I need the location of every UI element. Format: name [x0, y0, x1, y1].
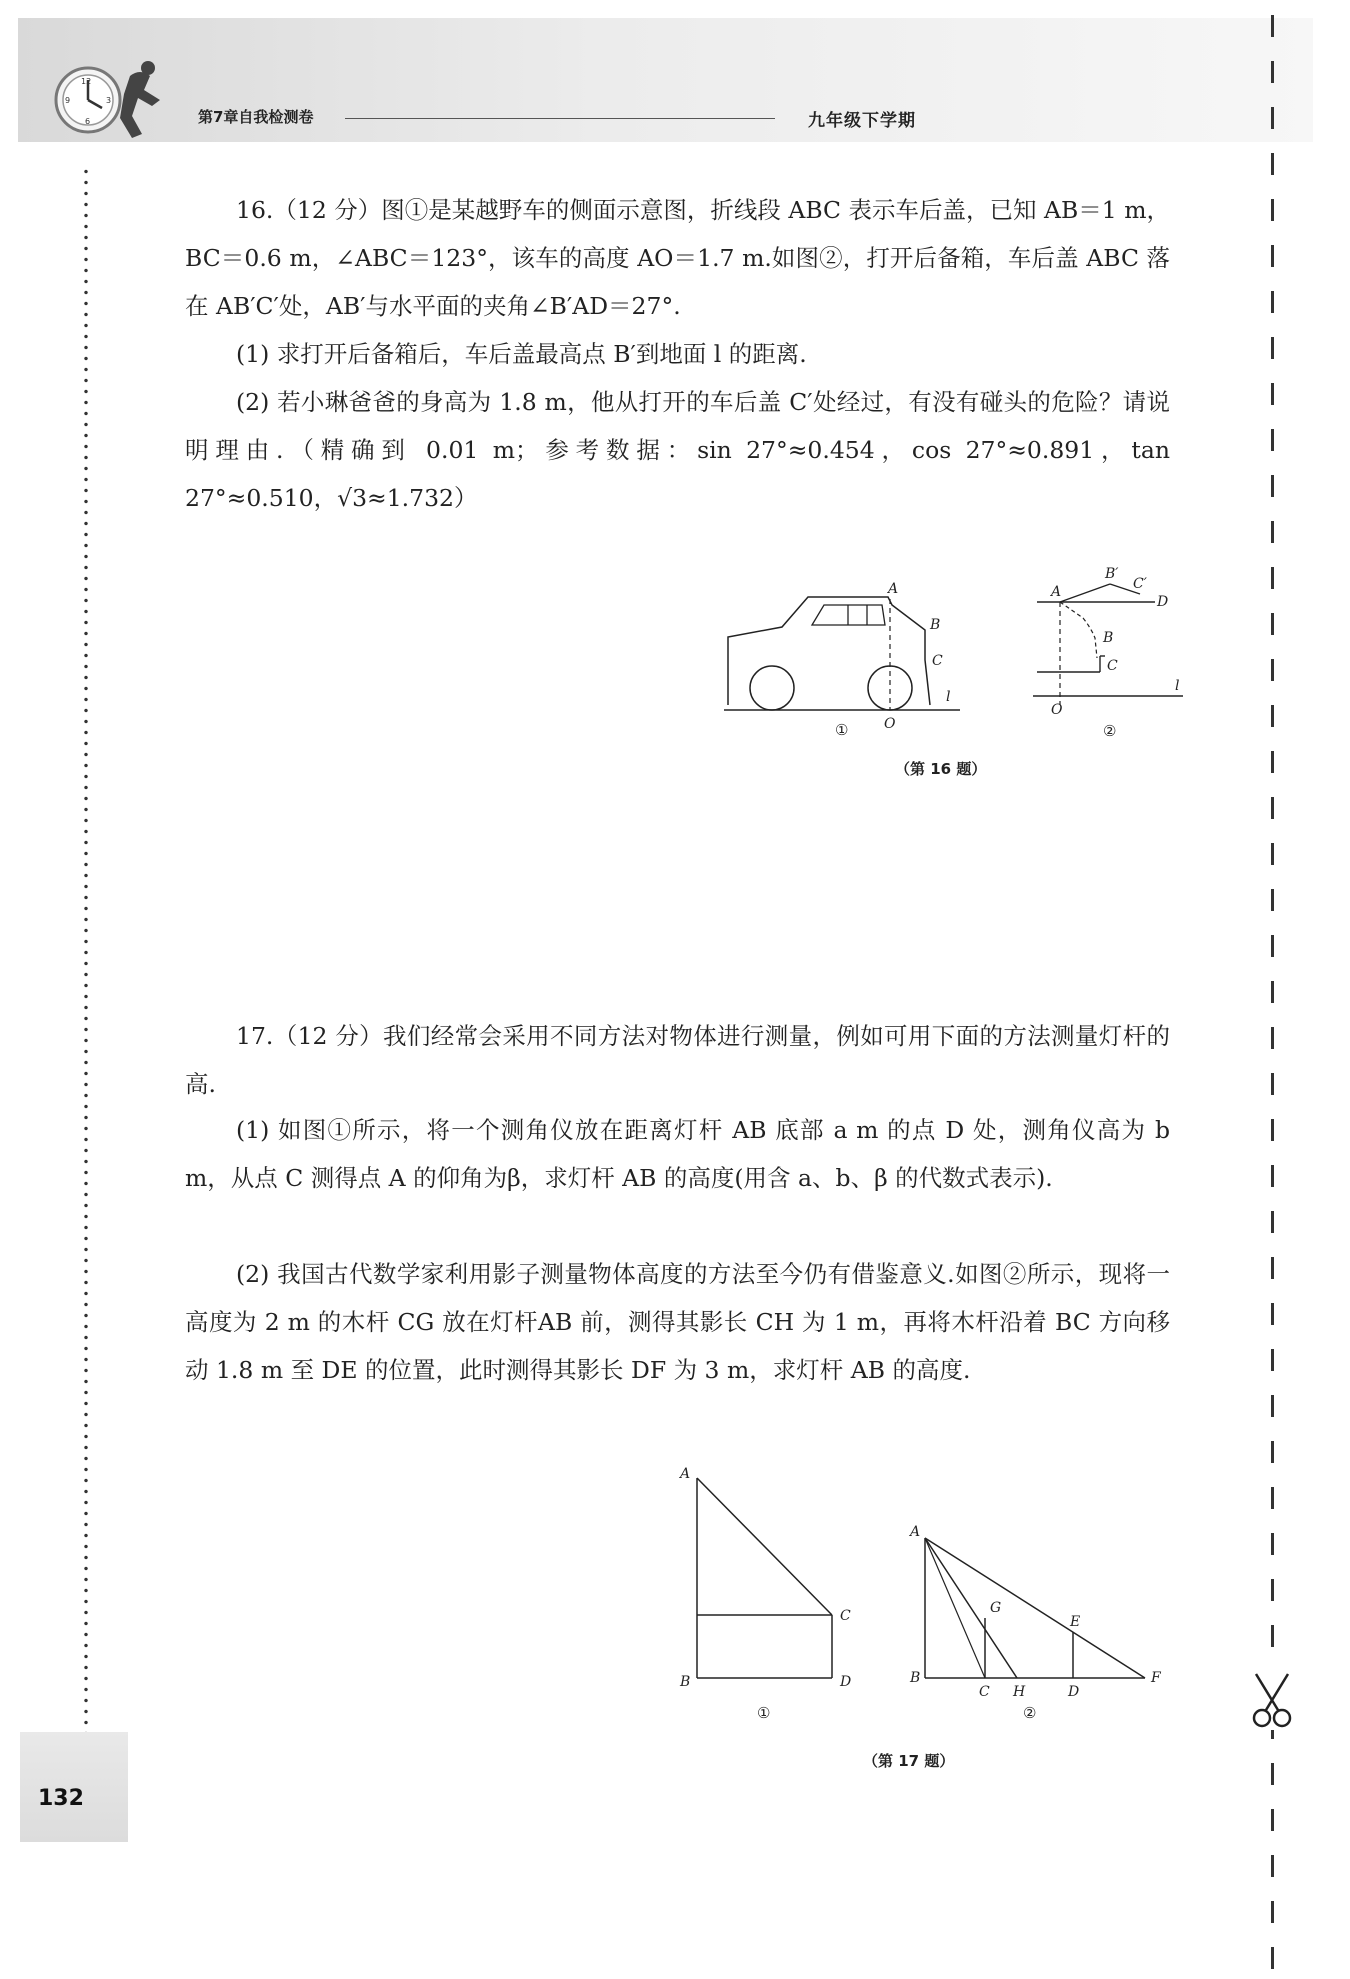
q16-f1-label-B: B [930, 617, 941, 633]
q17-part2: (2) 我国古代数学家利用影子测量物体高度的方法至今仍有借鉴意义.如图②所示，现将一高度为 2 m 的木杆 CG 放在灯杆AB 前，测得其影长 CH 为 1 m，再将木杆沿着 BC 方向移动 1.8 m 至 DE 的位置，此时测得其影长 DF 为 3 m，求灯杆 AB 的高度. [185, 1260, 1170, 1384]
q17-f2-label-F: F [1151, 1670, 1161, 1686]
q17-f1-label-A: A [680, 1466, 691, 1482]
q17-caption: （第 17 题） [863, 1752, 955, 1770]
q17-f2-number: ② [1023, 1704, 1037, 1722]
q16-figure-2 [1025, 560, 1195, 745]
q16-f2-label-l: l [1175, 678, 1180, 694]
clock-number: 9 [65, 96, 71, 105]
q16-f1-number: ① [835, 721, 849, 739]
q17-f1-label-B: B [680, 1674, 691, 1690]
q16-intro: 16.（12 分）图①是某越野车的侧面示意图，折线段 ABC 表示车后盖，已知 AB＝1 m，BC＝0.6 m，∠ABC＝123°，该车的高度 AO＝1.7 m.如图②，打开后备箱，车后盖 ABC 落在 AB′C′处，AB′与水平面的夹角∠B′AD＝27°. [185, 196, 1170, 320]
page-number: 132 [38, 1786, 84, 1811]
q17-f2-label-G: G [990, 1600, 1002, 1616]
q17-f2-label-C: C [979, 1684, 990, 1700]
q17-f2-label-E: E [1070, 1614, 1081, 1630]
q16-figure-1 [720, 575, 980, 745]
q17-f2-label-B: B [910, 1670, 921, 1686]
q17-f1-label-C: C [840, 1608, 851, 1624]
q17-part1: (1) 如图①所示，将一个测角仪放在距离灯杆 AB 底部 a m 的点 D 处，测角仪高为 b m，从点 C 测得点 A 的仰角为β，求灯杆 AB 的高度(用含 a、b、β 的代数式表示). [185, 1116, 1170, 1192]
clock-number: 6 [85, 117, 91, 126]
grade-label: 九年级下学期 [808, 111, 916, 131]
q16-caption: （第 16 题） [895, 760, 987, 778]
q17-intro: 17.（12 分）我们经常会采用不同方法对物体进行测量，例如可用下面的方法测量灯杆的高. [185, 1022, 1170, 1098]
q16-f2-label-O: O [1051, 702, 1063, 718]
q17-f2-label-A: A [910, 1524, 921, 1540]
q16-f1-label-l: l [946, 689, 951, 705]
binding-dots [84, 166, 88, 1736]
q16-part2: (2) 若小琳爸爸的身高为 1.8 m，他从打开的车后盖 C′处经过，有没有碰头的危险？请说明理由.（精确到 0.01 m；参考数据：sin 27°≈0.454，cos 27°≈0.891，tan 27°≈0.510，√3≈1.732） [185, 388, 1170, 512]
scissors-icon [1248, 1670, 1296, 1730]
clock-number: 12 [81, 77, 92, 86]
q17-f2-label-D: D [1068, 1684, 1080, 1700]
q16-f2-label-C1: C′ [1133, 576, 1147, 592]
q16-f1-label-O: O [884, 716, 896, 732]
clock-number: 3 [106, 96, 112, 105]
q17-f2-label-H: H [1013, 1684, 1026, 1700]
q17-f1-number: ① [757, 1704, 771, 1722]
q16-f2-label-A: A [1051, 584, 1062, 600]
stopwatch-runner-logo [50, 58, 180, 148]
chapter-title: 第7章自我检测卷 [198, 108, 314, 126]
q17-f1-label-D: D [840, 1674, 852, 1690]
q17-figure-1 [675, 1460, 875, 1730]
q16-f1-label-A: A [888, 581, 899, 597]
q16-f2-label-B: B [1103, 630, 1114, 646]
q17-figure-2 [905, 1520, 1175, 1730]
q16-f2-label-D: D [1157, 594, 1169, 610]
q16-part1: (1) 求打开后备箱后，车后盖最高点 B′到地面 l 的距离. [236, 340, 807, 368]
q16-f2-number: ② [1103, 722, 1117, 740]
q16-f2-label-C: C [1107, 658, 1118, 674]
q16-f1-label-C: C [932, 653, 943, 669]
q16-f2-label-B1: B′ [1105, 566, 1119, 582]
header-rule [345, 118, 775, 119]
